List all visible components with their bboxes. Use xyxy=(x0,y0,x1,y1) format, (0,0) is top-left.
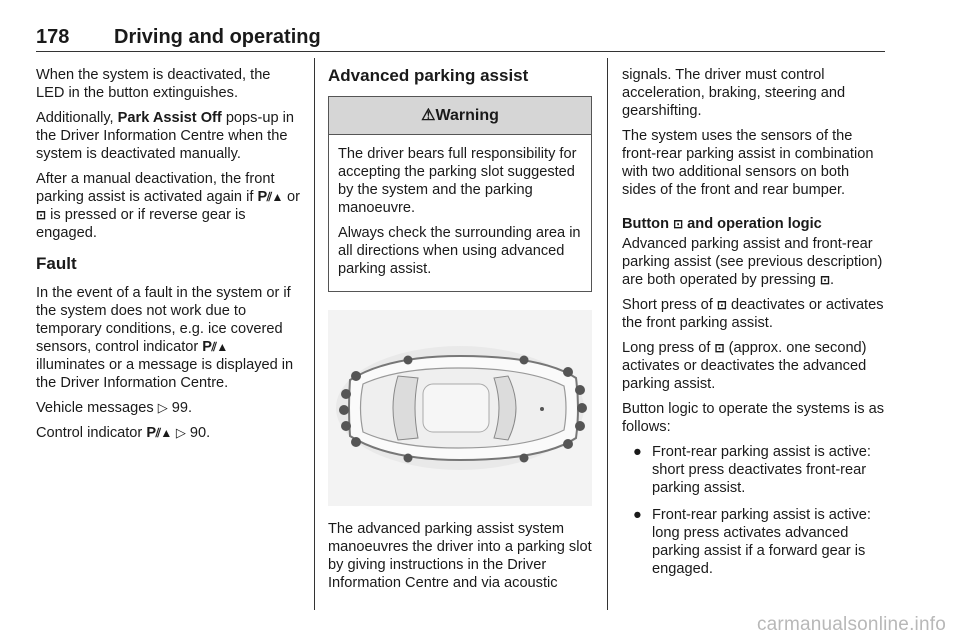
park-assist-indicator-icon: P⫽▲ xyxy=(202,339,228,355)
reference-arrow-icon: ▷ xyxy=(175,425,186,440)
page-reference[interactable]: 90. xyxy=(189,425,211,441)
car-top-view-icon xyxy=(328,310,592,506)
warning-header: ⚠Warning xyxy=(329,97,591,135)
column-divider xyxy=(314,58,315,610)
bullet-icon: ● xyxy=(633,444,642,460)
section-title: Driving and operating xyxy=(114,26,321,48)
message-park-assist-off: Park Assist Off xyxy=(117,110,222,126)
paragraph: Vehicle messages ▷ 99. xyxy=(36,400,193,416)
column-2 xyxy=(328,66,592,599)
warning-body xyxy=(329,135,591,291)
car-sensor-illustration xyxy=(328,310,592,506)
paragraph: The system uses the sensors of the front-rear parking assist in combination with two additional sensors on both sides of the front and rear bumper. xyxy=(622,128,874,198)
list-item: ● Front-rear parking assist is active: long press activates advanced parking assist if a forward gear is engaged. xyxy=(633,507,871,577)
paragraph: When the system is deactivated, the LED in the button extinguishes. xyxy=(36,67,271,101)
park-assist-button-icon: ⊡ xyxy=(36,208,47,222)
bullet-icon: ● xyxy=(633,507,642,523)
paragraph: In the event of a fault in the system or if the system does not work due to temporary conditions, e.g. ice covered sensors, control indicator P⫽▲ illuminates or a message is displayed in the Driver Information Centre. xyxy=(36,285,294,391)
list-item: ● Front-rear parking assist is active: short press deactivates front-rear parking assist. xyxy=(633,444,871,496)
park-assist-button-icon: ⊡ xyxy=(716,298,727,312)
paragraph: The advanced parking assist system manoeuvres the driver into a parking slot by giving instructions in the Driver Information Centre and via acoustic xyxy=(328,521,592,591)
page-header xyxy=(36,24,885,52)
park-assist-button-icon: ⊡ xyxy=(819,273,831,287)
reference-arrow-icon: ▷ xyxy=(157,400,168,415)
button-logic-list xyxy=(622,443,887,578)
warning-triangle-icon: ⚠ xyxy=(421,107,436,124)
watermark: carmanualsonline.info xyxy=(756,614,946,635)
column-3 xyxy=(622,66,887,587)
paragraph: Long press of ⊡ (approx. one second) activates or deactivates the advanced parking assist. xyxy=(622,340,867,392)
paragraph: Control indicator P⫽▲ ▷ 90. xyxy=(36,425,211,441)
warning-text: Always check the surrounding area in all directions when using advanced parking assist. xyxy=(338,225,581,277)
paragraph: Additionally, Park Assist Off pops-up in the Driver Information Centre when the system is deactivated manually. xyxy=(36,110,294,162)
paragraph: signals. The driver must control acceleration, braking, steering and gearshifting. xyxy=(622,67,846,119)
warning-box xyxy=(328,96,592,292)
warning-text: The driver bears full responsibility for accepting the parking slot suggested by the system and the parking manoeuvre. xyxy=(338,146,577,216)
page-number: 178 xyxy=(36,26,70,48)
paragraph: Advanced parking assist and front-rear parking assist (see previous description) are both operated by pressing ⊡. xyxy=(622,236,883,288)
paragraph: After a manual deactivation, the front parking assist is activated again if P⫽▲ or ⊡ is pressed or if reverse gear is engaged. xyxy=(36,171,300,241)
park-assist-button-icon: ⊡ xyxy=(714,341,725,355)
fault-heading: Fault xyxy=(36,254,77,273)
paragraph: Short press of ⊡ deactivates or activates the front parking assist. xyxy=(622,297,884,331)
park-assist-indicator-icon: P⫽▲ xyxy=(146,425,172,441)
button-logic-subheading: Button ⊡ and operation logic xyxy=(622,216,822,232)
column-divider xyxy=(607,58,608,610)
advanced-parking-assist-heading: Advanced parking assist xyxy=(328,66,529,85)
park-assist-indicator-icon: P⫽▲ xyxy=(257,189,283,205)
paragraph: Button logic to operate the systems is as follows: xyxy=(622,401,885,435)
column-1 xyxy=(36,66,300,449)
page-reference[interactable]: 99. xyxy=(171,400,193,416)
park-assist-button-icon: ⊡ xyxy=(673,217,684,231)
